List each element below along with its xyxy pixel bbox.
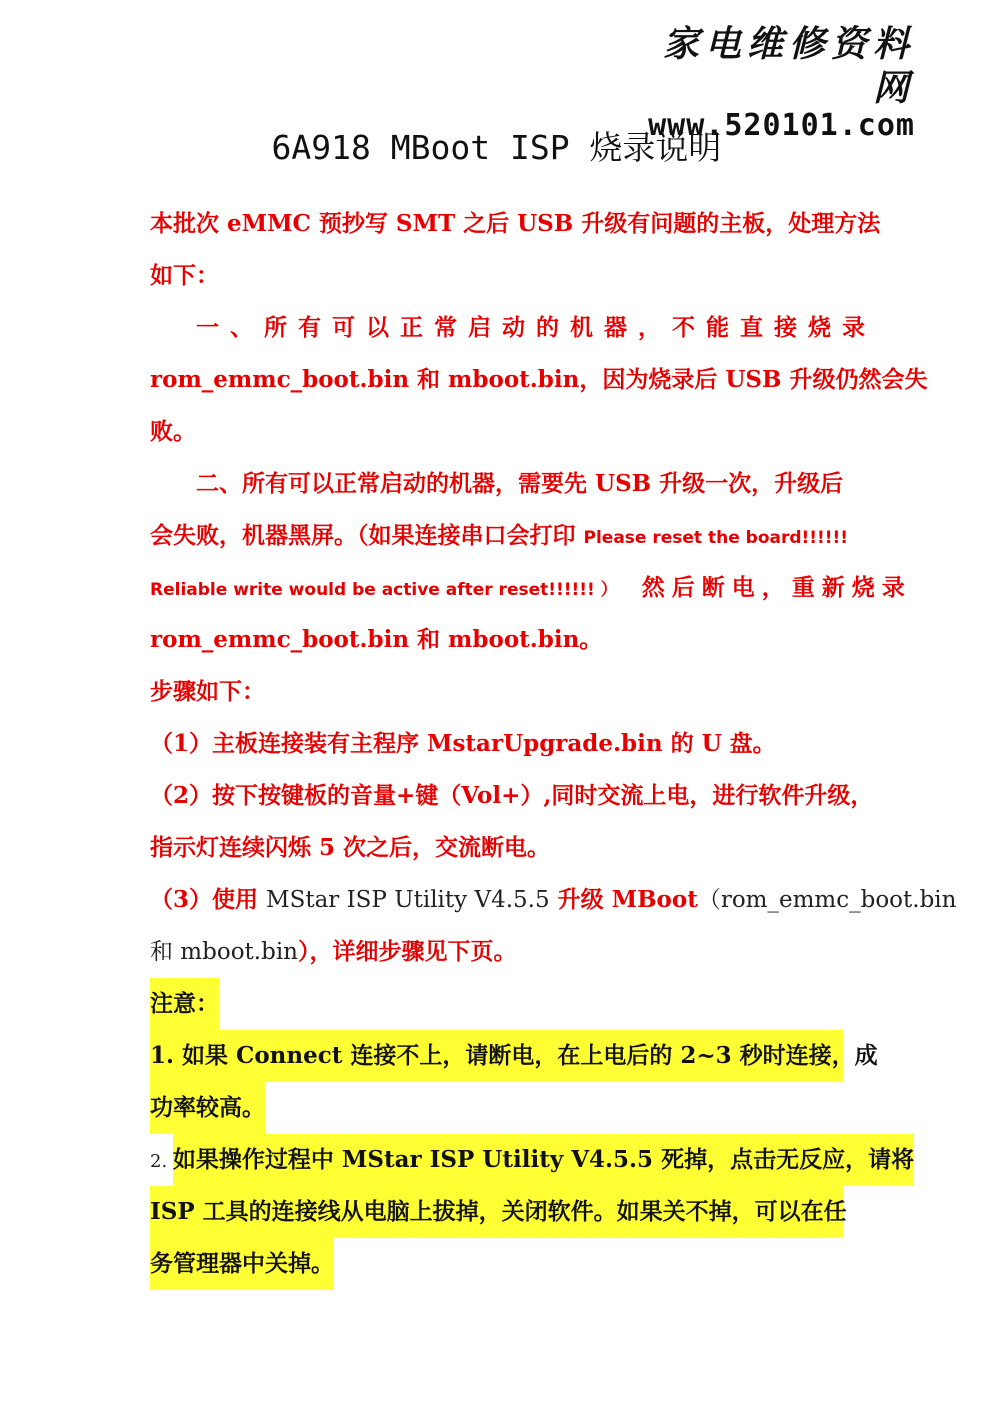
page-title: 6A918 MBoot ISP 烧录说明 <box>271 128 722 167</box>
section2-line-1: 二、所有可以正常启动的机器，需要先 USB 升级一次，升级后 <box>196 470 844 497</box>
step-3-line-2-text: ），详细步骤见下页。 <box>297 938 517 965</box>
section2-line-2-text: 会失败，机器黑屏。（如果连接串口会打印 <box>150 522 584 549</box>
note-1-text-1: 1. 如果 Connect 连接不上，请断电，在上电后的 2~3 秒时连接，成 <box>150 1030 843 1082</box>
section2-line-3 <box>150 562 912 614</box>
watermark-site-name: 家电维修资料网 <box>662 23 915 109</box>
note-2-number: 2. <box>150 1151 173 1172</box>
steps-heading: 步骤如下： <box>150 678 265 705</box>
step-3-prefix: （3）使用 <box>150 886 267 913</box>
intro-line-2: 如下： <box>150 262 219 289</box>
note-2-line-1 <box>150 1134 915 1186</box>
step-3-tool: MStar ISP Utility V4.5.5 <box>266 887 550 913</box>
step-3-files: （rom_emmc_boot.bin <box>697 887 957 913</box>
step-1: （1）主板连接装有主程序 MstarUpgrade.bin 的 U 盘。 <box>150 730 776 757</box>
note-2-text-3: 务管理器中关掉。 <box>150 1238 334 1290</box>
step-3-mid: 升级 <box>549 886 612 913</box>
serial-message-1: Please reset the board!!!!!! <box>583 528 849 548</box>
section2-line-2 <box>150 510 849 562</box>
section2-line-3-text: 然后断电，重新烧录 <box>641 574 912 601</box>
section1-line-3: 败。 <box>150 418 196 445</box>
step-3-mboot: MBoot <box>611 886 698 913</box>
note-2-text-1: 如果操作过程中 MStar ISP Utility V4.5.5 死掉，点击无反应，请将 <box>173 1134 914 1186</box>
notes-heading: 注意： <box>150 978 219 1030</box>
note-2-line-2 <box>150 1186 847 1238</box>
section1-line-1: 一、所有可以正常启动的机器，不能直接烧录 <box>196 314 876 341</box>
note-1-line-1 <box>150 1030 878 1082</box>
step-2-line-1: （2）按下按键板的音量+键（Vol+）,同时交流上电，进行软件升级， <box>150 782 874 809</box>
document-body <box>150 198 957 1290</box>
step-3-line-1 <box>150 874 957 926</box>
section2-line-4: rom_emmc_boot.bin 和 mboot.bin。 <box>150 626 603 653</box>
watermark-url: www.520101.com <box>648 108 915 143</box>
intro-line-1: 本批次 eMMC 预抄写 SMT 之后 USB 升级有问题的主板，处理方法 <box>150 210 881 237</box>
note-2-line-3 <box>150 1238 843 1290</box>
step-2-line-2: 指示灯连续闪烁 5 次之后，交流断电。 <box>150 834 551 861</box>
serial-message-2: Reliable write would be active after reset!!!!!! ） <box>150 580 618 600</box>
note-2-text-2: ISP 工具的连接线从电脑上拔掉，关闭软件。如果关不掉，可以在任 <box>150 1186 843 1238</box>
site-watermark <box>625 22 915 142</box>
section1-line-2: rom_emmc_boot.bin 和 mboot.bin，因为烧录后 USB 升级仍然会失 <box>150 366 928 393</box>
notes-heading-line <box>150 978 843 1030</box>
note-1-line-2 <box>150 1082 843 1134</box>
step-3-line-2-files: 和 mboot.bin <box>150 939 298 965</box>
step-3-line-2 <box>150 926 843 978</box>
note-1-text-2: 功率较高。 <box>150 1082 265 1134</box>
